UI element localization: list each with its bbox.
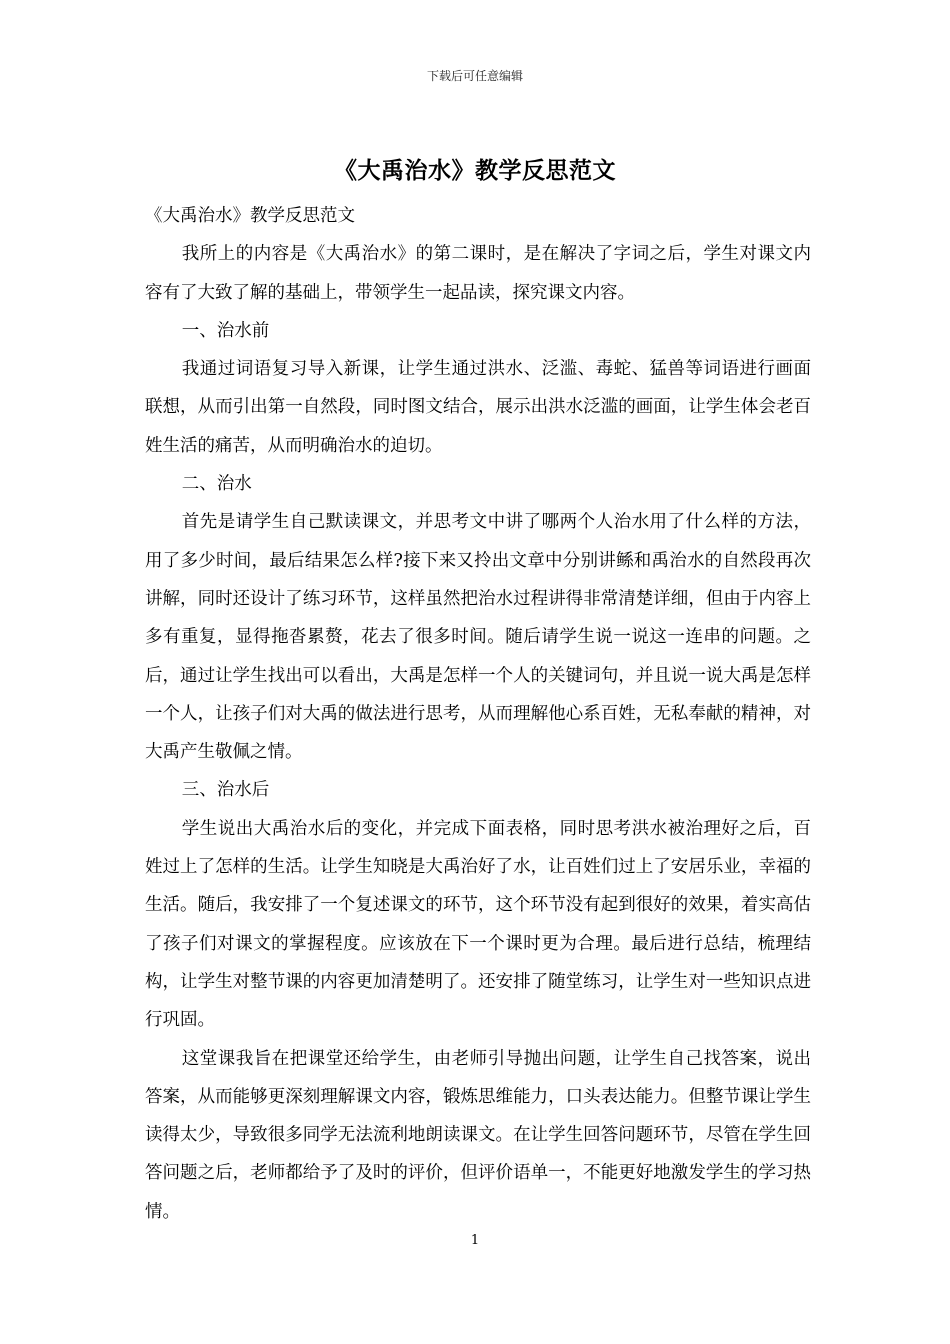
section-heading-before-flood-control: 一、治水前 [181,320,270,341]
paragraph-conclusion: 这堂课我旨在把课堂还给学生，由老师引导抛出问题，让学生自己找答案，说出答案，从而能够更深刻理解课文内容，锻炼思维能力，口头表达能力。但整节课让学生读得太少，导致很多同学无法流利地朗读课文。在让学生回答问题环节，尽管在学生回答问题之后，老师都给予了及时的评价，但评价语单一，不能更好地激发学生的学习热情。 [145,1048,811,1222]
document-body [145,197,811,1231]
page-header-note: 下载后可任意编辑 [426,69,523,83]
paragraph-after-flood-control: 学生说出大禹治水后的变化，并完成下面表格，同时思考洪水被治理好之后，百姓过上了怎样的生活。让学生知晓是大禹治好了水，让百姓们过上了安居乐业，幸福的生活。随后，我安排了一个复述课文的环节，这个环节没有起到很好的效果，着实高估了孩子们对课文的掌握程度。应该放在下一个课时更为合理。最后进行总结，梳理结构，让学生对整节课的内容更加清楚明了。还安排了随堂练习，让学生对一些知识点进行巩固。 [145,818,811,1031]
page-number: 1 [470,1233,480,1248]
section-heading-after-flood-control: 三、治水后 [181,780,270,801]
paragraph-flood-control: 首先是请学生自己默读课文，并思考文中讲了哪两个人治水用了什么样的方法，用了多少时间，最后结果怎么样?接下来又拎出文章中分别讲鲧和禹治水的自然段再次讲解，同时还设计了练习环节，这样虽然把治水过程讲得非常清楚详细，但由于内容上多有重复，显得拖沓累赘，花去了很多时间。随后请学生说一说这一连串的问题。之后，通过让学生找出可以看出，大禹是怎样一个人的关键词句，并且说一说大禹是怎样一个人，让孩子们对大禹的做法进行思考，从而理解他心系百姓，无私奉献的精神，对大禹产生敬佩之情。 [145,512,811,763]
paragraph-before-flood-control: 我通过词语复习导入新课，让学生通过洪水、泛滥、毒蛇、猛兽等词语进行画面联想，从而引出第一自然段，同时图文结合，展示出洪水泛滥的画面，让学生体会老百姓生活的痛苦，从而明确治水的迫切。 [145,359,811,456]
section-heading-flood-control: 二、治水 [181,474,252,495]
document-title: 《大禹治水》教学反思范文 [334,157,616,184]
paragraph-intro: 我所上的内容是《大禹治水》的第二课时，是在解决了字词之后，学生对课文内容有了大致了解的基础上，带领学生一起品读，探究课文内容。 [145,244,811,303]
document-subtitle: 《大禹治水》教学反思范文 [145,206,355,226]
